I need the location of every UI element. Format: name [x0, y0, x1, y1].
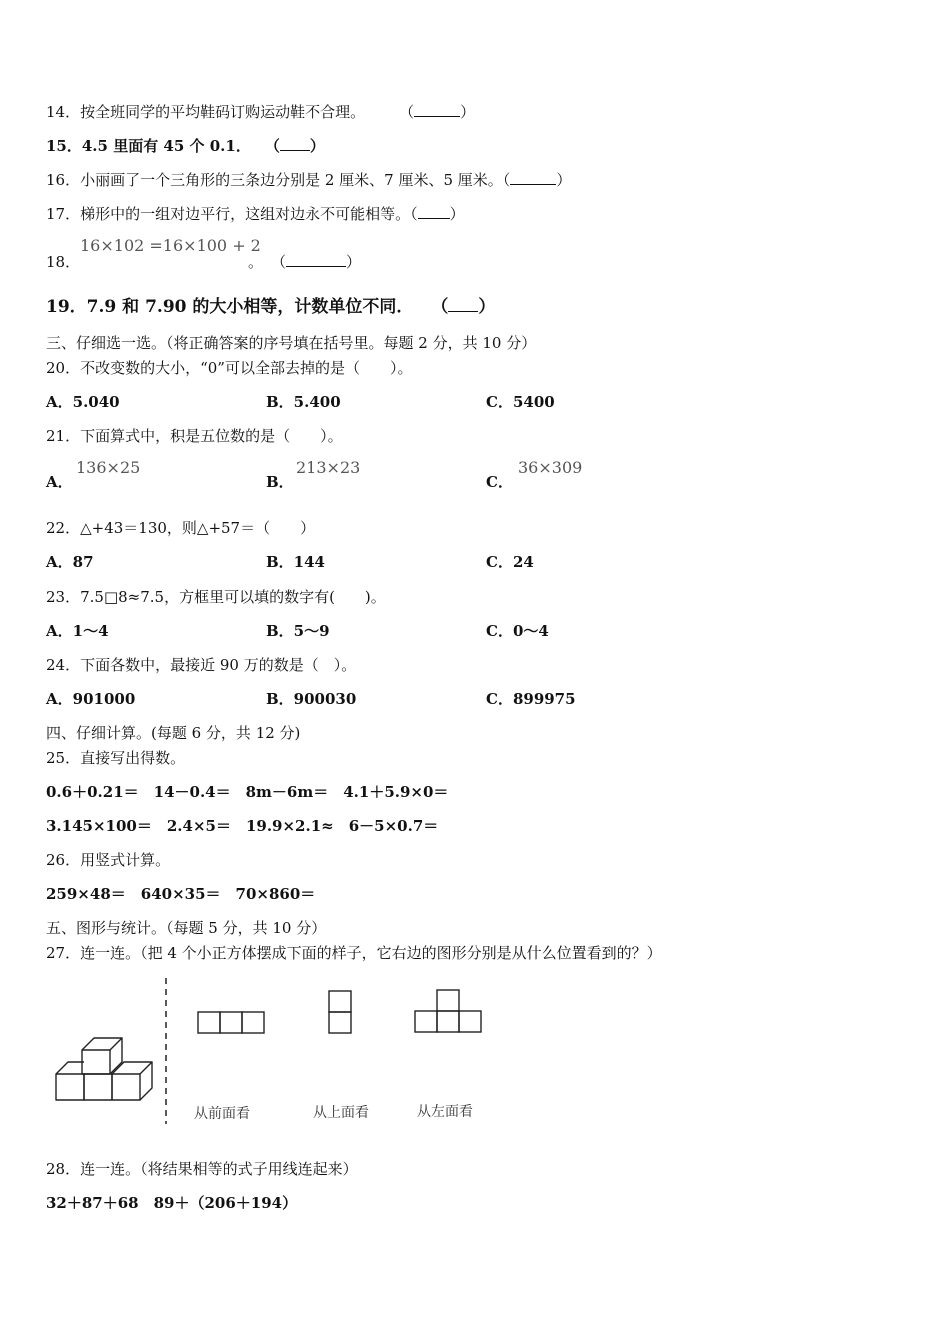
section-3-heading: 三、仔细选一选。（将正确答案的序号填在括号里。每题 2 分，共 10 分）	[46, 334, 537, 352]
calc-row-1: 0.6＋0.21＝ 14－0.4＝ 8m－6m＝ 4.1＋5.9×0＝	[46, 783, 449, 801]
question-23-text: 23．7.5□8≈7.5，方框里可以填的数字有( )。	[46, 588, 386, 606]
option-c[interactable]: C．899975	[486, 690, 576, 708]
question-26-text: 26．用竖式计算。	[46, 851, 171, 869]
option-b-formula: 213×23	[296, 458, 361, 477]
answer-blank[interactable]	[286, 252, 346, 267]
option-c-formula: 36×309	[518, 458, 583, 477]
answer-blank[interactable]	[448, 297, 478, 312]
option-b[interactable]: B．	[266, 473, 294, 491]
option-c[interactable]: C．0～4	[486, 622, 549, 640]
option-c[interactable]: C．	[486, 473, 513, 491]
question-15-text: 15．4.5 里面有 45 个 0.1．	[46, 137, 251, 155]
section-5-heading: 五、图形与统计。（每题 5 分，共 10 分）	[46, 919, 327, 937]
question-17-text: 17．梯形中的一组对边平行，这组对边永不可能相等。	[46, 205, 411, 223]
question-28-text: 28．连一连。（将结果相等的式子用线连起来）	[46, 1160, 358, 1178]
question-18: 18．	[46, 253, 81, 271]
calc-row-2: 3.145×100＝ 2.4×5＝ 19.9×2.1≈ 6－5×0.7＝	[46, 817, 439, 835]
option-c[interactable]: C．24	[486, 553, 534, 571]
question-19: 19．7.9 和 7.90 的大小相等，计数单位不同． （ ）	[46, 297, 496, 317]
answer-blank[interactable]	[418, 204, 450, 219]
question-19-text: 19．7.9 和 7.90 的大小相等，计数单位不同．	[46, 297, 414, 317]
question-24-text: 24．下面各数中，最接近 90 万的数是（ ）。	[46, 656, 357, 674]
question-15: 15．4.5 里面有 45 个 0.1． （ ）	[46, 137, 325, 155]
question-18-answer: 。 （ ）	[248, 253, 362, 271]
question-14-text: 14．按全班同学的平均鞋码订购运动鞋不合理。	[46, 103, 366, 121]
caption-top-view: 从上面看	[313, 1105, 369, 1121]
question-16: 16．小丽画了一个三角形的三条边分别是 2 厘米、7 厘米、5 厘米。（ ）	[46, 171, 572, 189]
question-16-text: 16．小丽画了一个三角形的三条边分别是 2 厘米、7 厘米、5 厘米。	[46, 171, 503, 189]
option-c[interactable]: C．5400	[486, 393, 555, 411]
question-20-text: 20．不改变数的大小，“0”可以全部去掉的是（ ）。	[46, 359, 413, 377]
option-a-formula: 136×25	[76, 458, 141, 477]
answer-blank[interactable]	[510, 170, 556, 185]
question-14: 14．按全班同学的平均鞋码订购运动鞋不合理。 （ ）	[46, 103, 476, 121]
match-row: 32＋87＋68 89＋（206＋194）	[46, 1194, 298, 1212]
section-4-heading: 四、仔细计算。(每题 6 分，共 12 分)	[46, 724, 301, 742]
option-b[interactable]: B．5～9	[266, 622, 330, 640]
option-a[interactable]: A．1～4	[46, 622, 109, 640]
front-view-shape[interactable]	[198, 1012, 264, 1033]
question-25-text: 25．直接写出得数。	[46, 749, 186, 767]
answer-blank[interactable]	[414, 102, 460, 117]
question-22-text: 22．△+43＝130，则△+57＝（ ）	[46, 519, 316, 537]
left-view-shape[interactable]	[415, 990, 481, 1032]
option-a[interactable]: A．5.040	[46, 393, 120, 411]
vertical-calc-row: 259×48＝ 640×35＝ 70×860＝	[46, 885, 316, 903]
caption-front-view: 从前面看	[194, 1106, 250, 1122]
caption-left-view: 从左面看	[417, 1104, 473, 1120]
question-17: 17．梯形中的一组对边平行，这组对边永不可能相等。（ ）	[46, 205, 465, 223]
option-a[interactable]: A．	[46, 473, 73, 491]
top-view-shape[interactable]	[329, 991, 351, 1033]
option-a[interactable]: A．87	[46, 553, 94, 571]
answer-blank[interactable]	[280, 136, 310, 151]
question-18-formula: 16×102 =16×100 + 2	[80, 236, 261, 255]
option-b[interactable]: B．144	[266, 553, 325, 571]
cube-stack-drawing	[56, 1038, 152, 1100]
option-a[interactable]: A．901000	[46, 690, 136, 708]
question-21-text: 21．下面算式中，积是五位数的是（ ）。	[46, 427, 343, 445]
question-27-text: 27．连一连。（把 4 个小正方体摆成下面的样子，它右边的图形分别是从什么位置看到的？）	[46, 944, 662, 962]
option-b[interactable]: B．900030	[266, 690, 357, 708]
option-b[interactable]: B．5.400	[266, 393, 341, 411]
